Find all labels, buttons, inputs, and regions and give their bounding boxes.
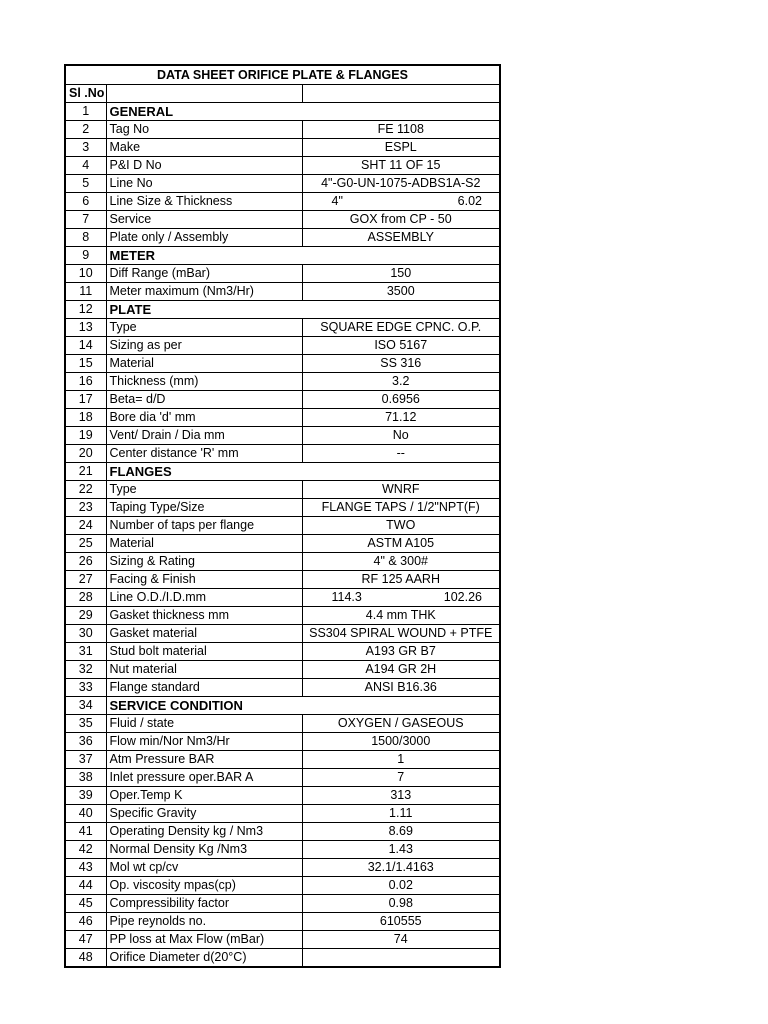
section-row: [65, 697, 500, 715]
row-label: Mol wt cp/cv: [106, 859, 302, 877]
table-row: [65, 895, 500, 913]
row-number: 6: [65, 193, 106, 211]
row-number: 43: [65, 859, 106, 877]
row-number: 32: [65, 661, 106, 679]
row-value: 4"-G0-UN-1075-ADBS1A-S2: [302, 175, 500, 193]
row-label: Bore dia 'd' mm: [106, 409, 302, 427]
row-label: Type: [106, 319, 302, 337]
row-value: 0.02: [302, 877, 500, 895]
table-row: [65, 193, 500, 211]
row-number: 37: [65, 751, 106, 769]
row-label: P&I D No: [106, 157, 302, 175]
table-row: [65, 265, 500, 283]
row-value: 1.43: [302, 841, 500, 859]
row-number: 34: [65, 697, 106, 715]
table-row: [65, 625, 500, 643]
row-label: Meter maximum (Nm3/Hr): [106, 283, 302, 301]
row-value: ASTM A105: [302, 535, 500, 553]
header-sl-no: Sl .No: [65, 85, 106, 103]
row-number: 14: [65, 337, 106, 355]
row-number: 22: [65, 481, 106, 499]
row-label: Diff Range (mBar): [106, 265, 302, 283]
table-row: [65, 931, 500, 949]
row-value: RF 125 AARH: [302, 571, 500, 589]
row-value: 71.12: [302, 409, 500, 427]
table-row: [65, 913, 500, 931]
row-value: 150: [302, 265, 500, 283]
row-label: Inlet pressure oper.BAR A: [106, 769, 302, 787]
row-number: 17: [65, 391, 106, 409]
table-row: [65, 481, 500, 499]
row-value: 0.98: [302, 895, 500, 913]
table-row: [65, 661, 500, 679]
row-value: 74: [302, 931, 500, 949]
row-label: Flange standard: [106, 679, 302, 697]
row-value: SS 316: [302, 355, 500, 373]
table-row: [65, 175, 500, 193]
table-row: [65, 805, 500, 823]
row-value: FE 1108: [302, 121, 500, 139]
row-value: [302, 193, 500, 211]
row-value: 4.4 mm THK: [302, 607, 500, 625]
row-value: [302, 589, 500, 607]
row-value-left: 114.3: [331, 590, 362, 604]
row-number: 8: [65, 229, 106, 247]
row-number: 7: [65, 211, 106, 229]
row-label: Orifice Diameter d(20°C): [106, 949, 302, 968]
table-row: [65, 859, 500, 877]
table-row: [65, 517, 500, 535]
row-label: Specific Gravity: [106, 805, 302, 823]
table-row: [65, 751, 500, 769]
table-row: [65, 823, 500, 841]
row-number: 10: [65, 265, 106, 283]
header-value: [302, 85, 500, 103]
row-value: 313: [302, 787, 500, 805]
row-label: Pipe reynolds no.: [106, 913, 302, 931]
row-value: 1500/3000: [302, 733, 500, 751]
row-label: Plate only / Assembly: [106, 229, 302, 247]
row-label: Line No: [106, 175, 302, 193]
row-value: A194 GR 2H: [302, 661, 500, 679]
row-number: 1: [65, 103, 106, 121]
row-value: 1: [302, 751, 500, 769]
row-number: 15: [65, 355, 106, 373]
row-value: No: [302, 427, 500, 445]
table-row: [65, 787, 500, 805]
row-label: Make: [106, 139, 302, 157]
row-number: 29: [65, 607, 106, 625]
row-label: Nut material: [106, 661, 302, 679]
row-number: 28: [65, 589, 106, 607]
table-row: [65, 121, 500, 139]
table-row: [65, 427, 500, 445]
row-label: Material: [106, 535, 302, 553]
title-row: [65, 65, 500, 85]
section-row: [65, 463, 500, 481]
row-number: 31: [65, 643, 106, 661]
row-number: 44: [65, 877, 106, 895]
split-value: [306, 193, 497, 210]
row-number: 36: [65, 733, 106, 751]
row-number: 2: [65, 121, 106, 139]
row-value: 32.1/1.4163: [302, 859, 500, 877]
row-value: ASSEMBLY: [302, 229, 500, 247]
row-value: SS304 SPIRAL WOUND + PTFE: [302, 625, 500, 643]
row-label: Tag No: [106, 121, 302, 139]
section-row: [65, 103, 500, 121]
row-value: 3500: [302, 283, 500, 301]
row-label: Stud bolt material: [106, 643, 302, 661]
section-heading: PLATE: [106, 301, 500, 319]
row-label: Thickness (mm): [106, 373, 302, 391]
table-row: [65, 571, 500, 589]
table-row: [65, 949, 500, 968]
row-value: 7: [302, 769, 500, 787]
row-number: 41: [65, 823, 106, 841]
table-row: [65, 733, 500, 751]
row-label: Fluid / state: [106, 715, 302, 733]
row-value: 610555: [302, 913, 500, 931]
table-row: [65, 355, 500, 373]
row-number: 30: [65, 625, 106, 643]
datasheet-table: [64, 64, 501, 968]
row-label: Atm Pressure BAR: [106, 751, 302, 769]
section-heading: SERVICE CONDITION: [106, 697, 500, 715]
row-value: [302, 949, 500, 968]
row-number: 46: [65, 913, 106, 931]
row-value: 8.69: [302, 823, 500, 841]
row-value: ESPL: [302, 139, 500, 157]
table-row: [65, 553, 500, 571]
row-value: FLANGE TAPS / 1/2"NPT(F): [302, 499, 500, 517]
row-value-right: 102.26: [443, 590, 482, 604]
row-label: Gasket thickness mm: [106, 607, 302, 625]
section-heading: GENERAL: [106, 103, 500, 121]
section-row: [65, 301, 500, 319]
row-number: 26: [65, 553, 106, 571]
table-row: [65, 769, 500, 787]
table-row: [65, 535, 500, 553]
row-value: --: [302, 445, 500, 463]
row-label: Service: [106, 211, 302, 229]
table-row: [65, 589, 500, 607]
row-value: 3.2: [302, 373, 500, 391]
table-row: [65, 679, 500, 697]
row-value: 1.11: [302, 805, 500, 823]
row-number: 38: [65, 769, 106, 787]
sheet-title: DATA SHEET ORIFICE PLATE & FLANGES: [65, 65, 500, 85]
row-label: Center distance 'R' mm: [106, 445, 302, 463]
row-number: 47: [65, 931, 106, 949]
section-heading: FLANGES: [106, 463, 500, 481]
row-label: Line O.D./I.D.mm: [106, 589, 302, 607]
row-value: OXYGEN / GASEOUS: [302, 715, 500, 733]
table-row: [65, 409, 500, 427]
section-heading: METER: [106, 247, 500, 265]
row-label: Normal Density Kg /Nm3: [106, 841, 302, 859]
row-number: 16: [65, 373, 106, 391]
row-number: 25: [65, 535, 106, 553]
table-row: [65, 229, 500, 247]
table-row: [65, 157, 500, 175]
table-row: [65, 373, 500, 391]
row-number: 39: [65, 787, 106, 805]
row-label: Type: [106, 481, 302, 499]
row-number: 45: [65, 895, 106, 913]
row-label: Oper.Temp K: [106, 787, 302, 805]
row-number: 5: [65, 175, 106, 193]
row-number: 40: [65, 805, 106, 823]
header-row: [65, 85, 500, 103]
row-number: 35: [65, 715, 106, 733]
row-number: 33: [65, 679, 106, 697]
row-value-right: 6.02: [457, 194, 482, 208]
row-number: 11: [65, 283, 106, 301]
row-value: 4" & 300#: [302, 553, 500, 571]
row-value: ANSI B16.36: [302, 679, 500, 697]
row-value-left: 4": [331, 194, 343, 208]
row-label: Material: [106, 355, 302, 373]
row-label: PP loss at Max Flow (mBar): [106, 931, 302, 949]
row-value: SHT 11 OF 15: [302, 157, 500, 175]
row-value: TWO: [302, 517, 500, 535]
row-number: 18: [65, 409, 106, 427]
header-description: [106, 85, 302, 103]
table-row: [65, 643, 500, 661]
row-number: 3: [65, 139, 106, 157]
table-row: [65, 841, 500, 859]
row-label: Line Size & Thickness: [106, 193, 302, 211]
row-number: 4: [65, 157, 106, 175]
table-row: [65, 391, 500, 409]
row-label: Number of taps per flange: [106, 517, 302, 535]
row-number: 13: [65, 319, 106, 337]
split-value: [306, 589, 497, 606]
row-label: Operating Density kg / Nm3: [106, 823, 302, 841]
row-number: 12: [65, 301, 106, 319]
row-number: 24: [65, 517, 106, 535]
row-number: 21: [65, 463, 106, 481]
row-value: 0.6956: [302, 391, 500, 409]
row-value: SQUARE EDGE CPNC. O.P.: [302, 319, 500, 337]
row-label: Beta= d/D: [106, 391, 302, 409]
table-row: [65, 337, 500, 355]
row-label: Op. viscosity mpas(cp): [106, 877, 302, 895]
row-label: Sizing as per: [106, 337, 302, 355]
row-label: Vent/ Drain / Dia mm: [106, 427, 302, 445]
table-row: [65, 445, 500, 463]
row-number: 9: [65, 247, 106, 265]
row-label: Gasket material: [106, 625, 302, 643]
row-number: 20: [65, 445, 106, 463]
table-row: [65, 319, 500, 337]
row-value: ISO 5167: [302, 337, 500, 355]
row-number: 27: [65, 571, 106, 589]
row-label: Flow min/Nor Nm3/Hr: [106, 733, 302, 751]
row-label: Taping Type/Size: [106, 499, 302, 517]
row-number: 48: [65, 949, 106, 968]
row-value: A193 GR B7: [302, 643, 500, 661]
table-row: [65, 139, 500, 157]
table-row: [65, 607, 500, 625]
row-value: GOX from CP - 50: [302, 211, 500, 229]
row-number: 23: [65, 499, 106, 517]
row-number: 19: [65, 427, 106, 445]
row-label: Compressibility factor: [106, 895, 302, 913]
row-value: WNRF: [302, 481, 500, 499]
table-row: [65, 283, 500, 301]
table-row: [65, 211, 500, 229]
row-number: 42: [65, 841, 106, 859]
table-row: [65, 877, 500, 895]
datasheet-body: [65, 65, 500, 967]
table-row: [65, 715, 500, 733]
section-row: [65, 247, 500, 265]
row-label: Sizing & Rating: [106, 553, 302, 571]
table-row: [65, 499, 500, 517]
row-label: Facing & Finish: [106, 571, 302, 589]
